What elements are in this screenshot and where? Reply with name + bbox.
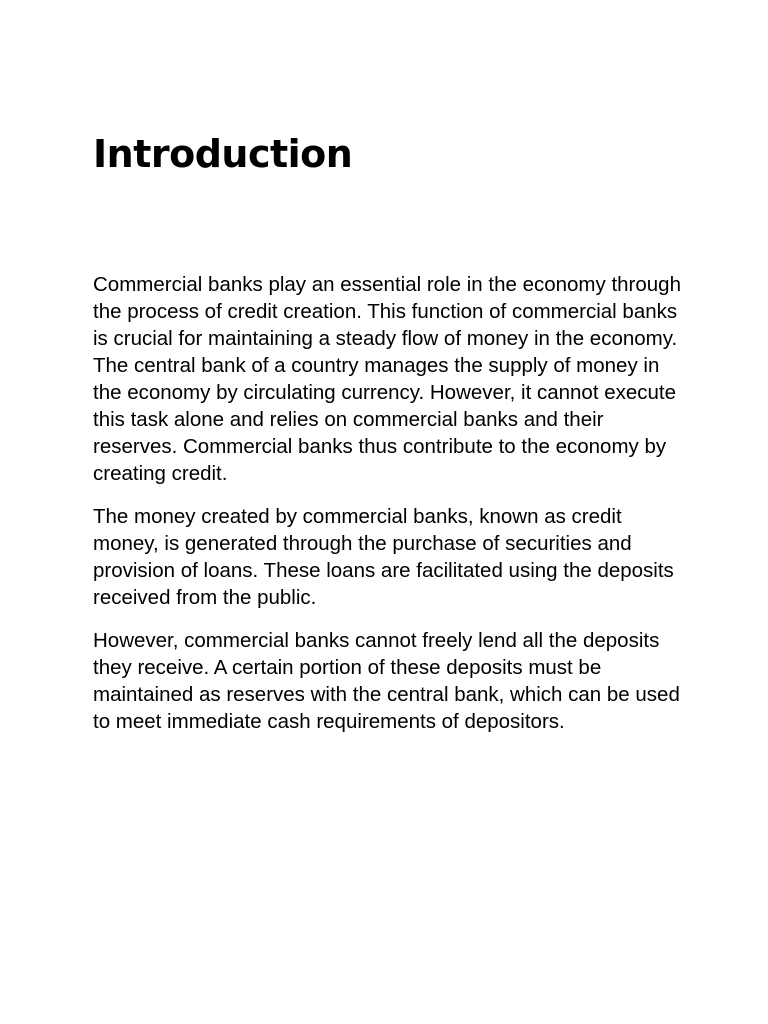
document-content bbox=[93, 128, 683, 751]
paragraph-2: The money created by commercial banks, known as credit money, is generated through the purchase of securities and provision of loans. These loans are facilitated using the deposits received from the public. bbox=[93, 505, 674, 609]
paragraph-1: Commercial banks play an essential role in the economy through the process of credit creation. This function of commercial banks is crucial for maintaining a steady flow of money in the economy. The central bank of a country manages the supply of money in the economy by circulating currency. However, it cannot execute this task alone and relies on commercial banks and their reserves. Commercial banks thus contribute to the economy by creating credit. bbox=[93, 273, 681, 485]
document-body bbox=[93, 271, 683, 735]
paragraph-3: However, commercial banks cannot freely lend all the deposits they receive. A certain portion of these deposits must be maintained as reserves with the central bank, which can be used to meet immediate cash requirements of depositors. bbox=[93, 629, 680, 733]
page-title: Introduction bbox=[93, 132, 353, 176]
